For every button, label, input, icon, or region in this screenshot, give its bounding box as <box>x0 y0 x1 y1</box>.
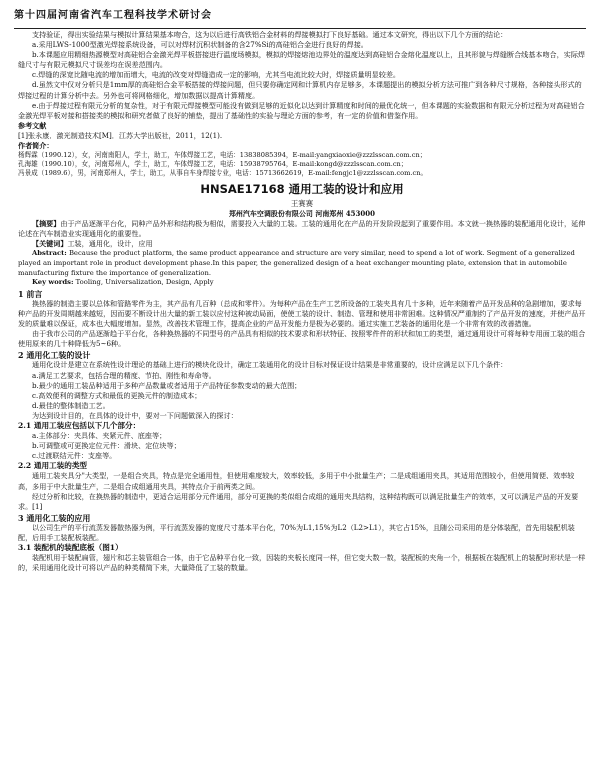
abstract-text: 由于产品逐渐平台化，同种产品外形和结构极为相似，需要投入大量的工装。工装的通用化在产品的开发阶段起到了重要作用。本文就一换热器的装配通用化设计，延伸论述在汽车制造业实现通用化的重要性。 <box>18 219 586 239</box>
abstract-label: 【摘要】 <box>32 219 61 229</box>
paragraph: 通用工装夹具分"大类型，一是组合夹具，特点是完全通用性，但使用难度较大，效率较低，多用于中小批量生产；二是成组通用夹具，其适用范围较小，但使用简便、效率较高，多用于中大批量生产，二是组合成组通用夹具，其特点介于前两类之间。 <box>18 471 575 491</box>
running-header: 第十四届河南省汽车工程科技学术研讨会 <box>14 6 586 29</box>
list-item: b.最少的通用工装品种适用于多种产品数量或者适用于产品特征参数变动的最大范围； <box>32 380 302 390</box>
section-heading: 1 前言 <box>18 288 43 299</box>
paragraph: 换热器的制造主要以总体和管路零件为主，其产品有几百种（总成和零件）。为每种产品在生产工艺所设备的工装夹具有几十多种，近年来随着产品开发品种的急剧增加，要求每种产品的开发周期越来越短，因而要不断设计出大量的新工装以应付这种被动局面，使使工装的设计、制造、管理和使用非常困难。这种情况严重制约了产品开发的速度，并使产品开发的质量难以保证，成本也大幅度增加。显然，改善技术管理工作，提高企业的产品开发能力是极为必要的。通过实施工艺装备的通用化是一个非常有效的改善措施。 <box>18 298 586 329</box>
paragraph: 由于我市公司的产品逐渐趋于平台化，各种换热器的不同型号的产品具有相似的技术要求和形状特征、按照零件件的形状和加工的类型，通过通用设计可将每种专用面工装的组合使用原来的几十种降低为5~6种。 <box>18 329 586 349</box>
author-bio-heading: 作者简介： <box>18 141 54 151</box>
keywords-en <box>18 278 586 288</box>
prev-item: c.焊缝的深宽比随电流的增加而增大，电流的改变对焊缝造成一定的影响，尤其当电流比较大时，焊接质量明显较差。 <box>32 70 401 80</box>
list-item: a.满足工艺要求，包括合理的精度、节拍、刚性和寿命等。 <box>32 370 216 380</box>
page-body <box>18 30 586 573</box>
list-item: c.过渡联结元件：支座等。 <box>32 451 117 461</box>
keywords <box>18 239 586 249</box>
article-title: HNSAE17168 通用工装的设计和应用 <box>200 182 404 197</box>
references-heading: 参考文献 <box>18 120 47 130</box>
prev-intro: 支持验证，得出实验结果与模拟计算结果基本吻合，这为以后进行高铁铝合金材料的焊接模拟打下良好基础。通过本文研究，得出以下几个方面的结论： <box>32 30 508 39</box>
abstract-en <box>18 249 586 278</box>
reference-item: [1]张永康．激光制造技术[M]．江苏大学出版社，2011，12(1). <box>18 130 223 140</box>
list-item: d.最佳的整体制造工艺。 <box>32 400 110 410</box>
abstract-en-text: Because the product platform, the same product appearance and structure are very similar, need to spend a lot of work. Segment of a generalized played an important role in product development phase.In this paper, the generalized design of a heat exchanger mounting plate, extension that in automobile manufacturing fixture the importance of generalization. <box>18 249 575 277</box>
prev-item: e.由于焊接过程有限元分析的复杂性，对于有限元焊接模型可能没有做到足够的近似化以达到计算精度和时间的最优化统一，但本课题的实验数据和有限元分析过程为对高硅铝合金激光焊平板对接和搭接类的模拟和研究者做了良好的铺垫，提出了基础性的实验与理论方面的参考，有一定的价值和借鉴作用。 <box>18 100 585 120</box>
abstract-en-label: Abstract: <box>32 249 67 258</box>
list-item: c.高效便利的调整方式和最低的更换元件的制造成本； <box>32 390 202 400</box>
paragraph: 经过分析和比较，在换热器的制造中，更适合运用部分元件通用，部分可更换的类似组合成组的通用夹具结构，这种结构既可以满足批量生产的效率，又可以满足产品的开发要求。[1] <box>18 491 579 511</box>
subsection-heading: 2.2 通用工装的类型 <box>18 461 88 471</box>
keywords-text: 工装，通用化，设计，应用 <box>67 239 153 249</box>
keywords-label: 【关键词】 <box>32 239 68 249</box>
keywords-en-text: Tooling, Universalization, Design, Apply <box>75 278 214 287</box>
author-bio: 冯景成（1989.6），男，河南郑州人，学士，助工，从事自车身焊接专业，电话：15713662619，E-mail:fengjc1@zzzlsscan.com.cn。 <box>18 169 428 178</box>
list-item: a.主体部分：夹具体、夹紧元件、底座等； <box>32 431 167 441</box>
prev-item: b.本课题应用精细热源模型对高硅铝合金激光焊平板搭接进行温度场模拟，模拟的焊接熔池边界处的温度达到高硅铝合金熔化温度以上，且其形貌与焊缝断合线基本吻合，实际焊缝尺寸与有限元模拟尺寸误差均在误差范围内。 <box>18 50 586 70</box>
author-bio: 杨辉霖（1990.12），女，河南南阳人，学士，助工，车体焊接工艺，电话：13838085394，E-mail:yangxiaoxie@zzzlsscan.com.cn； <box>18 151 427 160</box>
paragraph: 为达到设计目的，在具体的设计中，要对一下问题做深入的探讨： <box>32 410 238 420</box>
section-heading: 3 通用化工装的应用 <box>18 512 91 523</box>
section-heading: 2 通用化工装的设计 <box>18 350 91 361</box>
paragraph: 以公司生产的平行流蒸发器散热器为例，平行流蒸发器的宽度尺寸基本平台化，70%为L1,15%为L2（L2>L1），其它占15%，且随公司采用的是分体装配，首先用装配机装配，后用手工装配板装配。 <box>18 522 575 543</box>
prev-item: a.采用LWS-1000型激光焊接系统设备，可以对焊材沉积状制备的含27%Si的高硅铝合金进行良好的焊接。 <box>32 40 368 50</box>
keywords-en-label: Key words: <box>32 278 74 287</box>
paragraph: 装配机用于装配扁管，翅片和芯主装管组合一体，由于它品种平台化一致，因装的夹板长度同一样，但它变大数一数，装配板的夹角一个，根据板在装配机上的装配时形状是一样的，采用通用化设计可将以产品的种类精简下来，大量降低了工装的数量。 <box>18 553 586 573</box>
subsection-heading: 2.1 通用工装应包括以下几个部分： <box>18 421 141 430</box>
article-affiliation: 郑州汽车空调股份有限公司 河南郑州 453000 <box>228 209 376 219</box>
author-bio: 孔海雄（1990.10），女，河南郑州人，学士，助工，车体焊接工艺，电话：15938795764，E-mail:kongd@zzzlsscan.com.cn； <box>18 160 408 169</box>
paragraph: 通用化设计是建立在系统性设计理论的基础上进行的模块化设计，确定工装通用化的设计目标对保证设计结果是非常重要的，设计应满足以下几个条件： <box>32 360 508 370</box>
subsection-heading: 3.1 装配机的装配底板（图1） <box>18 543 123 553</box>
abstract <box>18 219 586 239</box>
prev-item: d.虽然文中仅对分析只是1mm厚的高硅铝合金平板搭接的焊接问题，但只要你确定网和计算机内存足够多，本课题提出的模拟分析方法可推广到各种尺寸规格，各种接头形式的焊接过程的计算分析中去。另外也可将网格细化，增加数据以提高计算精度。 <box>18 80 582 100</box>
list-item: b.可调整或可更换定位元件：滑块、定位块等； <box>32 441 181 451</box>
article-author: 王赛赛 <box>290 199 314 209</box>
